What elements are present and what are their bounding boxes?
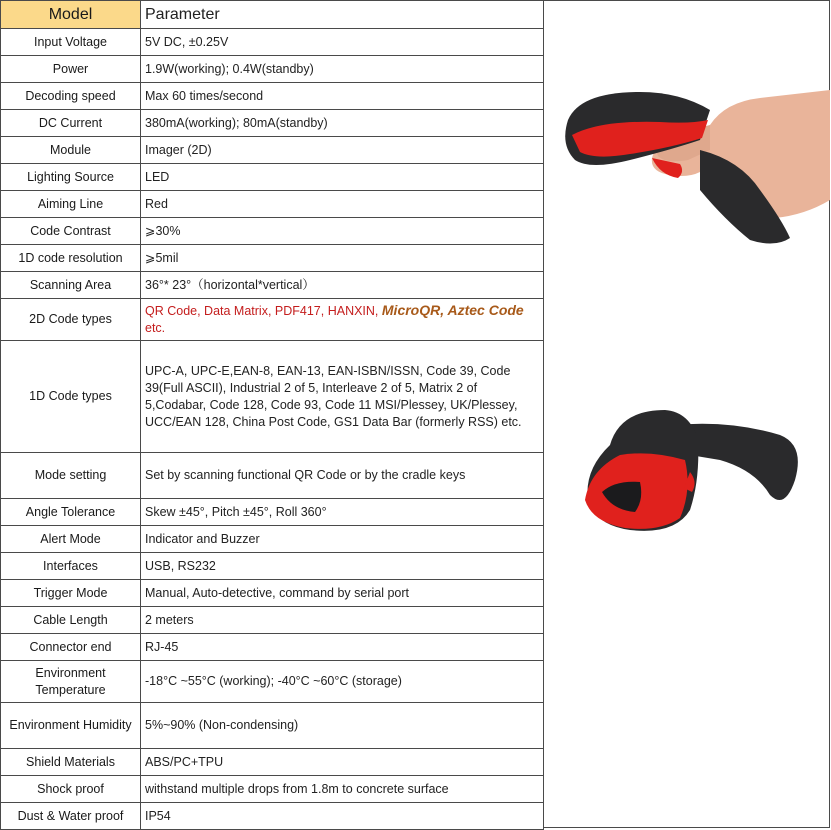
table-row — [1, 137, 544, 164]
row-label: 1D Code types — [1, 341, 141, 453]
row-label: Cable Length — [1, 607, 141, 634]
row-value: 5V DC, ±0.25V — [141, 29, 544, 56]
header-model: Model — [1, 1, 141, 29]
table-row — [1, 272, 544, 299]
row-value: IP54 — [141, 803, 544, 830]
table-row — [1, 703, 544, 749]
value-bold: MicroQR, Aztec Code — [381, 302, 524, 318]
header-parameter: Parameter — [141, 1, 544, 29]
row-label: Input Voltage — [1, 29, 141, 56]
row-label: Module — [1, 137, 141, 164]
table-row — [1, 580, 544, 607]
row-label: Scanning Area — [1, 272, 141, 299]
table-row — [1, 749, 544, 776]
row-value: 5%~90% (Non-condensing) — [141, 703, 544, 749]
row-value: ⩾5mil — [141, 245, 544, 272]
row-value: Set by scanning functional QR Code or by the cradle keys — [141, 453, 544, 499]
value-plain: QR Code, Data Matrix, PDF417, HANXIN, — [145, 304, 382, 318]
row-label: DC Current — [1, 110, 141, 137]
table-row — [1, 191, 544, 218]
row-value: LED — [141, 164, 544, 191]
row-value — [141, 299, 544, 341]
row-label: Alert Mode — [1, 526, 141, 553]
row-label: Trigger Mode — [1, 580, 141, 607]
row-label: Mode setting — [1, 453, 141, 499]
row-value: Indicator and Buzzer — [141, 526, 544, 553]
row-value: -18°C ~55°C (working); -40°C ~60°C (storage) — [141, 661, 544, 703]
row-label: Lighting Source — [1, 164, 141, 191]
table-row — [1, 218, 544, 245]
table-row — [1, 56, 544, 83]
table-row — [1, 453, 544, 499]
row-value: Skew ±45°, Pitch ±45°, Roll 360° — [141, 499, 544, 526]
table-row — [1, 245, 544, 272]
row-label: Environment Temperature — [1, 661, 141, 703]
row-label: Dust & Water proof — [1, 803, 141, 830]
row-value: ABS/PC+TPU — [141, 749, 544, 776]
table-row — [1, 110, 544, 137]
row-label: Angle Tolerance — [1, 499, 141, 526]
row-label: Code Contrast — [1, 218, 141, 245]
row-label: Shock proof — [1, 776, 141, 803]
table-row — [1, 803, 544, 830]
barcode-scanner-held-in-hand — [560, 80, 830, 255]
row-value: Max 60 times/second — [141, 83, 544, 110]
row-value: withstand multiple drops from 1.8m to concrete surface — [141, 776, 544, 803]
table-row — [1, 661, 544, 703]
row-label: Shield Materials — [1, 749, 141, 776]
row-label: Decoding speed — [1, 83, 141, 110]
row-value: RJ-45 — [141, 634, 544, 661]
row-value: Red — [141, 191, 544, 218]
row-label: 1D code resolution — [1, 245, 141, 272]
table-row — [1, 526, 544, 553]
row-value: ⩾30% — [141, 218, 544, 245]
row-value: 1.9W(working); 0.4W(standby) — [141, 56, 544, 83]
row-label: 2D Code types — [1, 299, 141, 341]
row-value: USB, RS232 — [141, 553, 544, 580]
table-row — [1, 299, 544, 341]
table-row — [1, 83, 544, 110]
table-row — [1, 499, 544, 526]
table-header-row — [1, 1, 544, 29]
row-label: Aiming Line — [1, 191, 141, 218]
value-tail: etc. — [145, 321, 166, 335]
row-label: Power — [1, 56, 141, 83]
row-value: 36°* 23°（horizontal*vertical） — [141, 272, 544, 299]
row-value: 2 meters — [141, 607, 544, 634]
row-value: Imager (2D) — [141, 137, 544, 164]
table-row — [1, 607, 544, 634]
table-row — [1, 776, 544, 803]
row-label: Connector end — [1, 634, 141, 661]
barcode-scanner-standing — [580, 400, 810, 540]
row-value: 380mA(working); 80mA(standby) — [141, 110, 544, 137]
row-label: Interfaces — [1, 553, 141, 580]
row-value: UPC-A, UPC-E,EAN-8, EAN-13, EAN-ISBN/ISSN, Code 39, Code 39(Full ASCII), Industrial 2 of 5, Interleave 2 of 5, Matrix 2 of 5,Codabar, Code 128, Code 93, Code 11 MSI/Plessey, UK/Plessey, UCC/EAN 128, China Post Code, GS1 Data Bar (formerly RSS) etc. — [141, 341, 544, 453]
table-row — [1, 341, 544, 453]
table-row — [1, 164, 544, 191]
row-value: Manual, Auto-detective, command by serial port — [141, 580, 544, 607]
row-label: Environment Humidity — [1, 703, 141, 749]
table-row — [1, 29, 544, 56]
table-row — [1, 553, 544, 580]
table-row — [1, 634, 544, 661]
